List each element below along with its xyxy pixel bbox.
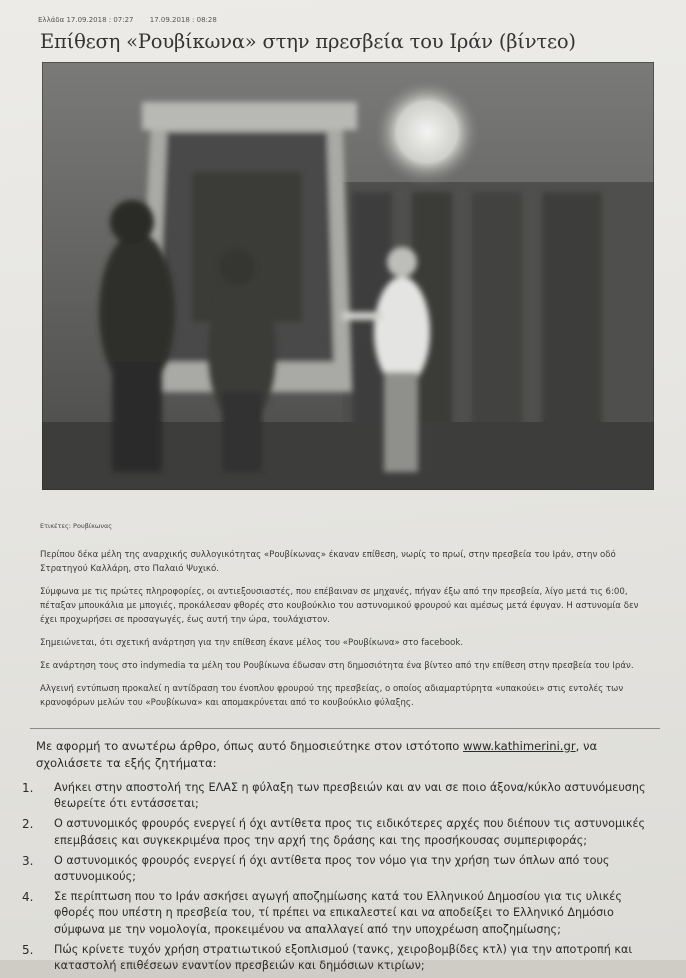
question-number: 3.: [22, 853, 34, 868]
article-paragraph: Περίπου δέκα μέλη της αναρχικής συλλογικότητας «Ρουβίκωνας» έκαναν επίθεση, νωρίς το πρωί, στην πρεσβεία του Ιράν, στην οδό Στρατηγού Καλλάρη, στο Παλαιό Ψυχικό.: [40, 550, 616, 574]
question-number: 5.: [22, 942, 34, 957]
question-item: [22, 889, 662, 938]
question-text: Σε περίπτωση που το Ιράν ασκήσει αγωγή αποζημίωσης κατά του Ελληνικού Δημοσίου για τις υλικές φθορές που υπέστη η πρεσβεία του, τί πρέπει να επικαλεστεί και να αποδείξει το Ελληνικό Δημόσιο σύμφωνα με την νομολογία, προκειμένου να απαλλαγεί από την υποχρέωση αποζημίωσης;: [54, 890, 622, 936]
question-text: Ο αστυνομικός φρουρός ενεργεί ή όχι αντίθετα προς τον νόμο για την χρήση των όπλων από τους αστυνομικούς;: [54, 853, 610, 884]
question-text: Ο αστυνομικός φρουρός ενεργεί ή όχι αντίθετα προς τις ειδικότερες αρχές που διέπουν τις αστυνομικές επεμβάσεις και συγκεκριμένα προς την αρχή της δράσης και της προσήκουσας συμπεριφοράς;: [54, 817, 646, 847]
question-text: Ανήκει στην αποστολή της ΕΛΑΣ η φύλαξη των πρεσβειών και αν ναι σε ποιο άξονα/κύκλο αστυνόμευσης θεωρείτε ότι εντάσσεται;: [54, 781, 646, 811]
embassy-guard-booth-photo: [42, 62, 654, 490]
question-number: 4.: [22, 890, 34, 905]
meta-published: Ελλάδα 17.09.2018 : 07:27: [38, 16, 134, 24]
source-link[interactable]: www.kathimerini.gr: [463, 739, 576, 753]
article-paragraph: Αλγεινή εντύπωση προκαλεί η αντίδραση του ένοπλου φρουρού της πρεσβείας, ο οποίος αδιαμαρτύρητα «υπακούει» στις εντολές των κρανοφόρων μελών του «Ρουβίκωνα» και απομακρύνεται από το κουβούκλιο φύλαξης.: [40, 684, 624, 708]
section-divider: [30, 728, 660, 729]
article-meta: [38, 16, 231, 24]
question-number: 2.: [22, 817, 34, 832]
article-tags: Ετικέτες: Ρουβίκωνας: [40, 522, 113, 530]
intro-text-after: , να σχολιάσετε τα εξής ζητήματα:: [36, 739, 598, 770]
question-list: [22, 780, 662, 978]
article-paragraph: Σε ανάρτηση τους στο indymedia τα μέλη του Ρουβίκωνα έδωσαν στη δημοσιότητα ένα βίντεο από την επίθεση στην πρεσβεία του Ιράν.: [40, 661, 634, 671]
article-photo: [42, 62, 654, 490]
article-paragraph: Σύμφωνα με τις πρώτες πληροφορίες, οι αντιεξουσιαστές, που επέβαιναν σε μηχανές, πήγαν έξω από την πρεσβεία, λίγο μετά τις 6:00, πέταξαν μπουκάλια με μπογιές, προκάλεσαν φθορές στο κουβούκλιο του αστυνομικού φρουρού και αμέσως μετά έφυγαν. Η αστυνομία δεν έχει προχωρήσει σε προσαγωγές, έως αυτή την ώρα, τουλάχιστον.: [40, 587, 639, 625]
intro-text-before: Με αφορμή το ανωτέρω άρθρο, όπως αυτό δημοσιεύτηκε στον ιστότοπο: [36, 739, 464, 753]
article-title: Επίθεση «Ρουβίκωνα» στην πρεσβεία του Ιράν (βίντεο): [40, 30, 576, 53]
meta-updated: 17.09.2018 : 08:28: [149, 16, 217, 24]
question-text: Πώς κρίνετε τυχόν χρήση στρατιωτικού εξοπλισμού (τανκς, χειροβομβίδες κτλ) για την αποτροπή και καταστολή επιθέσεων εναντίον πρεσβειών και δημόσιων κτιρίων;: [54, 942, 633, 973]
assignment-intro: [36, 738, 656, 771]
question-number: 1.: [22, 781, 34, 795]
question-item: [22, 816, 662, 848]
question-item: [22, 942, 662, 974]
question-item: [22, 780, 662, 812]
question-item: [22, 853, 662, 885]
article-body: [40, 548, 652, 719]
article-paragraph: Σημειώνεται, ότι σχετική ανάρτηση για την επίθεση έκανε μέλος του «Ρουβίκωνα» στο facebook.: [40, 638, 464, 648]
